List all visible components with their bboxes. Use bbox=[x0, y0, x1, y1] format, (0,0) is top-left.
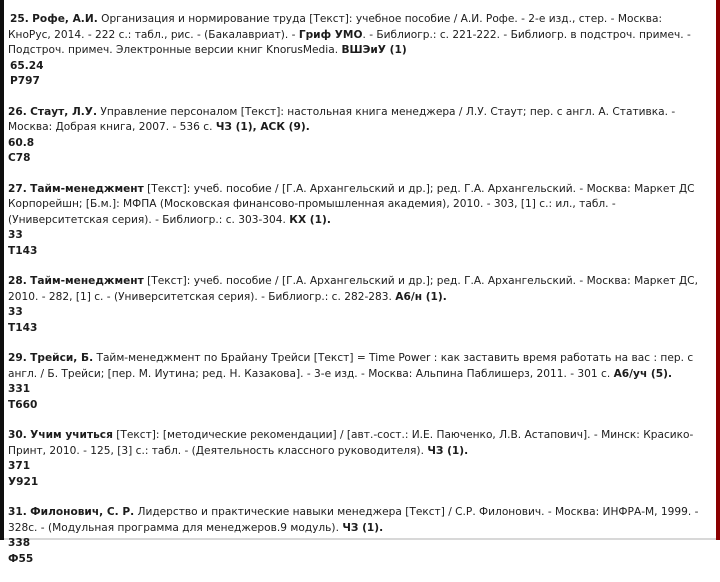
list-item bbox=[8, 274, 706, 336]
entry-author: Тайм-менеджмент bbox=[30, 275, 144, 287]
entry-author: Стаут, Л.У. bbox=[30, 105, 97, 118]
entry-text: [Текст]: [методические рекомендации] / [авт.-сост.: И.Е. Паюченко, Л.В. Астапович]. - Минск: Красико-Принт, 2010. - 125, [3] с.: табл. - (Деятельность классного руководителя). bbox=[8, 429, 694, 457]
entry-number: 25. bbox=[10, 13, 29, 25]
entry-author: Рофе, А.И. bbox=[32, 13, 98, 25]
entry-number: 31. bbox=[8, 506, 27, 518]
entry-text: Организация и нормирование труда [Текст]: учебное пособие / А.И. Рофе. - 2-е изд., стер. - Москва: КноРус, 2014. - 222 с.: табл., рис. - (Бакалавриат). - bbox=[8, 13, 663, 41]
entry-class-code: 65.24 bbox=[10, 59, 44, 72]
entry-class-code: 371 bbox=[8, 460, 31, 472]
entry-author: Учим учиться bbox=[30, 429, 113, 441]
entry-text: Тайм-менеджмент по Брайану Трейси [Текст] = Time Power : как заставить время работать на вас : пер. с англ. / Б. Трейси; [пер. М. Иутина; ред. Н. Казакова]. - 3-е изд. - Москва: Альпина Паблишерз, 2011. - 301 с. bbox=[8, 352, 694, 380]
entry-location: ВШЭиУ (1) bbox=[341, 44, 407, 56]
list-item bbox=[8, 105, 706, 167]
entry-location: А6/н (1). bbox=[395, 290, 447, 303]
entry-author: Филонович, С. Р. bbox=[30, 506, 135, 518]
right-border bbox=[716, 0, 720, 540]
entry-location: ЧЗ (1). bbox=[427, 444, 469, 457]
entry-author-code: Т143 bbox=[8, 321, 38, 334]
entry-author-code: У921 bbox=[8, 475, 39, 488]
entry-class-code: 33 bbox=[8, 306, 23, 318]
entry-class-code: 331 bbox=[8, 383, 31, 395]
entry-author-code: Р797 bbox=[10, 75, 40, 87]
entry-text: Управление персоналом [Текст]: настольная книга менеджера / Л.У. Стаут; пер. с англ. А. Стативка. - Москва: Добрая книга, 2007. - 536 с. bbox=[8, 105, 676, 133]
list-item bbox=[8, 12, 706, 90]
entry-author-code: Т660 bbox=[8, 398, 38, 411]
entry-location: КХ (1). bbox=[289, 213, 331, 226]
list-item bbox=[8, 182, 706, 260]
entry-location: ЧЗ (1). bbox=[342, 521, 384, 534]
entry-number: 28. bbox=[8, 275, 27, 287]
entry-author: Тайм-менеджмент bbox=[30, 182, 144, 195]
entry-number: 27. bbox=[8, 182, 27, 195]
entry-text: Лидерство и практические навыки менеджера [Текст] / С.Р. Филонович. - Москва: ИНФРА-М, 1999. - 328с. - (Модульная программа для менеджеров.9 модуль). bbox=[8, 506, 699, 534]
entry-stamp: Гриф УМО bbox=[298, 28, 363, 41]
entry-text-continued: . - Библиогр.: с. 221-222. - Библиогр. в подстроч. примеч. - Подстроч. примеч. Электронные версии книг KnorusMedia. bbox=[8, 28, 691, 56]
list-item bbox=[8, 351, 706, 413]
bibliography-list bbox=[8, 12, 706, 582]
entry-author-code: С78 bbox=[8, 152, 31, 164]
entry-text: [Текст]: учеб. пособие / [Г.А. Архангельский и др.]; ред. Г.А. Архангельский. - Москва: Маркет ДС Корпорейшн; [Б.м.]: МФПА (Московская финансово-промышленная академия), 2010. - 303, [1] с.: ил., табл. - (Университетская серия). - Библиогр.: с. 303-304. bbox=[8, 182, 695, 226]
entry-class-code: 60.8 bbox=[8, 136, 35, 149]
entry-author-code: Т143 bbox=[8, 244, 38, 257]
entry-class-code: 33 bbox=[8, 229, 23, 241]
entry-author-code: Ф55 bbox=[8, 552, 34, 565]
list-item bbox=[8, 428, 706, 490]
entry-number: 29. bbox=[8, 352, 27, 364]
entry-class-code: 338 bbox=[8, 537, 31, 549]
entry-author: Трейси, Б. bbox=[30, 352, 94, 364]
entry-location: А6/уч (5). bbox=[613, 367, 672, 380]
entry-text: [Текст]: учеб. пособие / [Г.А. Архангельский и др.]; ред. Г.А. Архангельский. - Москва: Маркет ДС, 2010. - 282, [1] с. - (Университетская серия). - Библиогр.: с. 282-283. bbox=[8, 275, 698, 303]
left-border bbox=[0, 0, 4, 540]
entry-location: ЧЗ (1), АСК (9). bbox=[215, 121, 310, 133]
list-item bbox=[8, 505, 706, 567]
entry-number: 26. bbox=[8, 105, 27, 118]
entry-number: 30. bbox=[8, 429, 27, 441]
